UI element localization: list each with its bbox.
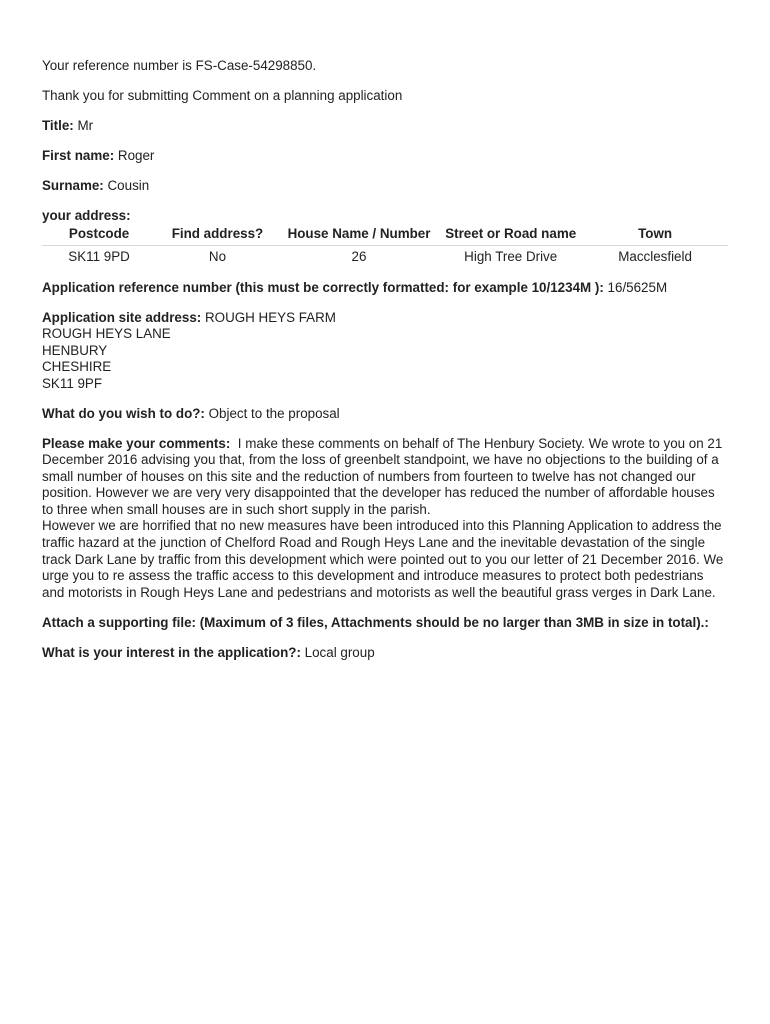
site-address-label: Application site address: [42, 309, 202, 325]
title-field [42, 118, 728, 135]
interest-label: What is your interest in the application?: [42, 644, 301, 660]
surname-label: Surname: [42, 178, 104, 193]
site-address-line-2: ROUGH HEYS LANE [42, 326, 171, 341]
surname-field [42, 178, 728, 195]
header-house-name-number: House Name / Number [279, 225, 439, 246]
application-reference-label: Application reference number (this must be correctly formatted: for example 10/1234M ): [42, 279, 604, 295]
wish-value: Object to the proposal [208, 405, 340, 421]
first-name-value: Roger [117, 148, 155, 163]
site-address-line-5: SK11 9PF [42, 375, 103, 391]
comments-label: Please make your comments: [42, 435, 231, 451]
site-address-line-4: CHESHIRE [42, 359, 112, 374]
cell-postcode: SK11 9PD [68, 249, 130, 265]
comments-paragraph-2: However we are horrified that no new measures have been introduced into this Planning Application to address the traffic hazard at the junction of Chelford Road and Rough Heys Lane and the inevitable devastation of the single track Dark Lane by traffic from this development which were pointed out to you our letter of 21 December 2016. We urge you to re assess the traffic access to this development and introduce measures to protect both pedestrians and motorists in Rough Heys Lane and pedestrians and motorists as well the beautiful grass verges in Dark Lane. [42, 518, 724, 600]
title-label: Title: [42, 118, 74, 133]
header-postcode: Postcode [42, 225, 156, 246]
first-name-label: First name: [42, 148, 115, 163]
header-street-road-name: Street or Road name [439, 225, 582, 246]
cell-town: Macclesfield [618, 249, 692, 265]
wish-label: What do you wish to do?: [42, 405, 205, 421]
reference-number-text: Your reference number is FS-Case-54298850. [42, 58, 317, 73]
cell-find-address: No [208, 249, 227, 265]
first-name-field [42, 148, 728, 165]
title-value: Mr [77, 118, 94, 133]
header-find-address: Find address? [156, 225, 279, 246]
site-address-line-1: ROUGH HEYS FARM [204, 309, 336, 325]
cell-house-name-number: 26 [351, 249, 367, 265]
cell-street-road-name: High Tree Drive [464, 249, 558, 265]
comments-text-1: I make these comments on behalf of The Henbury Society. We wrote to you on 21 December 2016 advising you that, from the loss of greenbelt standpoint, we have no objections to the building of a small number of houses on this site and the reduction of numbers from fourteen to twelve has not changed our position. However we are very very disappointed that the developer has reduced the number of affordable houses to three when small houses are in such short supply in the parish. [42, 435, 723, 517]
site-address-field [42, 310, 728, 393]
application-reference-field [42, 280, 728, 297]
address-label: your address: [42, 208, 131, 223]
site-address-line-3: HENBURY [42, 342, 108, 358]
address-section [42, 208, 728, 269]
interest-field [42, 645, 728, 662]
comments-field [42, 436, 728, 602]
address-row [42, 245, 728, 269]
address-table [42, 225, 728, 269]
interest-value: Local group [304, 644, 375, 660]
surname-value: Cousin [107, 178, 150, 193]
thank-you-text: Thank you for submitting Comment on a planning application [42, 88, 403, 103]
wish-field [42, 406, 728, 423]
submission-document [42, 58, 728, 661]
address-header-row [42, 225, 728, 246]
attach-file-label: Attach a supporting file: (Maximum of 3 files, Attachments should be no larger than 3MB in size in total).: [42, 614, 709, 630]
application-reference-value: 16/5625M [607, 279, 668, 295]
comments-paragraph-1 [42, 436, 728, 519]
header-town: Town [582, 225, 728, 246]
